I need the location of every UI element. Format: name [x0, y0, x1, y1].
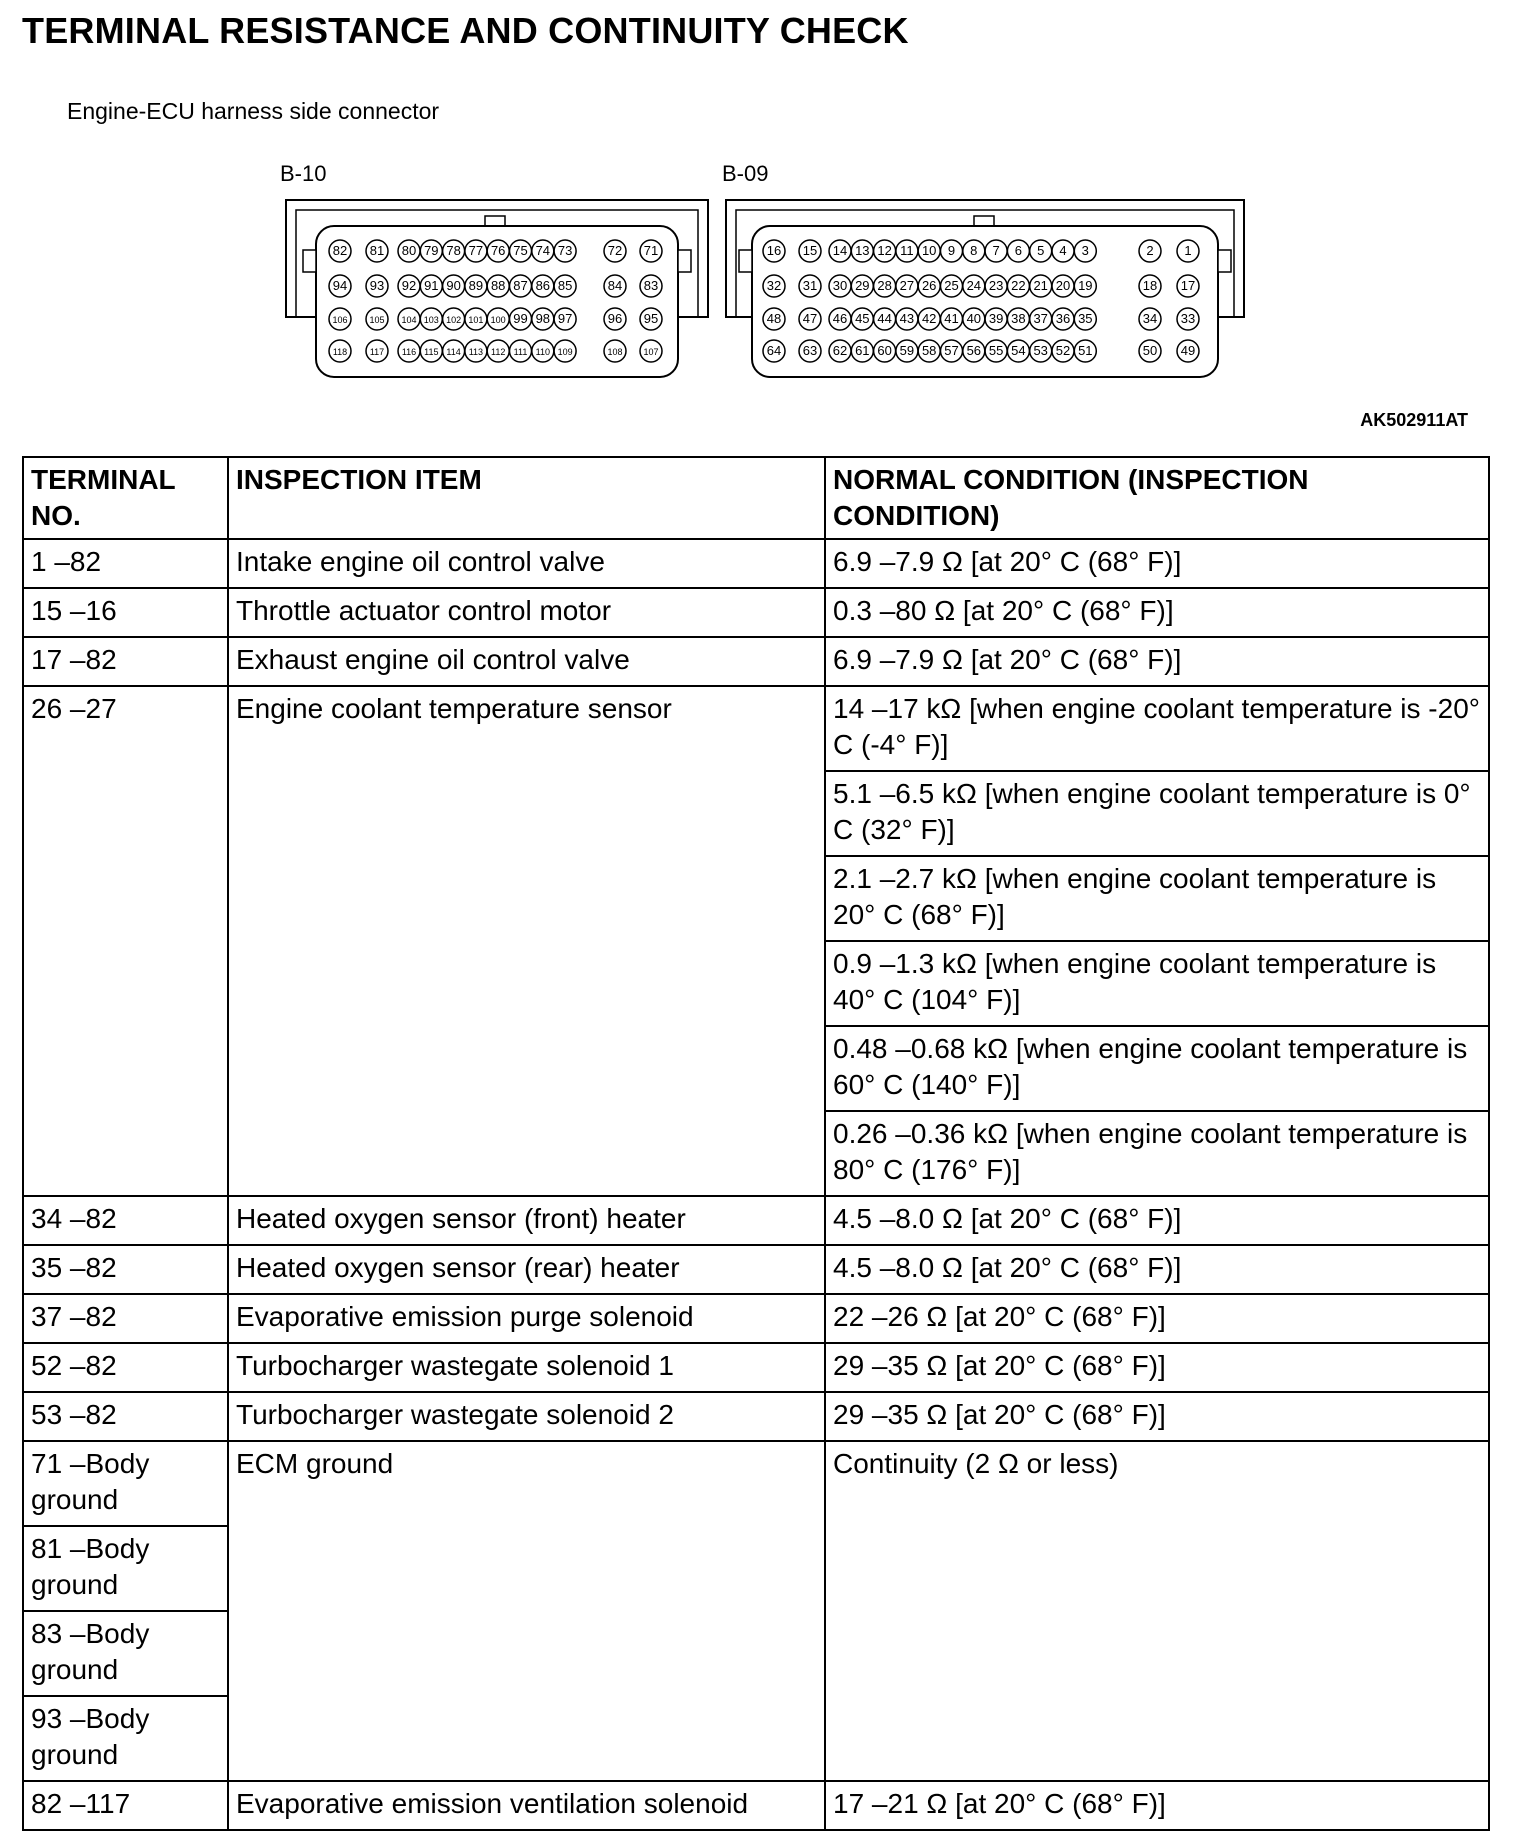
condition-cell: 22 –26 Ω [at 20° C (68° F)]	[825, 1294, 1489, 1343]
item-cell: Evaporative emission ventilation solenoid	[228, 1781, 825, 1830]
terminal-cell: 26 –27	[23, 686, 228, 1196]
condition-cell: 14 –17 kΩ [when engine coolant temperature is -20° C (-4° F)]	[825, 686, 1489, 771]
pin-label: 17	[1180, 278, 1196, 293]
pin-label: 11	[900, 243, 914, 258]
pin-label: 43	[899, 311, 915, 326]
pin-label: 53	[1033, 343, 1048, 358]
item-cell: Engine coolant temperature sensor	[228, 686, 825, 1196]
pin-label: 85	[557, 278, 573, 293]
pin-label: 52	[1055, 343, 1071, 358]
pin-label: 103	[423, 315, 439, 325]
pin-label: 36	[1055, 311, 1071, 326]
table-row	[23, 637, 1489, 686]
item-cell: Exhaust engine oil control valve	[228, 637, 825, 686]
item-cell: Intake engine oil control valve	[228, 539, 825, 588]
pin-label: 96	[607, 311, 623, 326]
item-cell: Evaporative emission purge solenoid	[228, 1294, 825, 1343]
pin-label: 106	[332, 315, 348, 325]
pin-label: 14	[832, 243, 848, 258]
header-normal-condition: NORMAL CONDITION (INSPECTION CONDITION)	[825, 457, 1489, 539]
pin-label: 99	[513, 311, 528, 326]
item-cell: Heated oxygen sensor (front) heater	[228, 1196, 825, 1245]
table-row	[23, 1294, 1489, 1343]
pin-label: 108	[607, 347, 623, 357]
pin-label: 37	[1033, 311, 1048, 326]
pin-label: 74	[535, 243, 551, 258]
pin-label: 55	[988, 343, 1004, 358]
pin-label: 54	[1011, 343, 1026, 358]
pin-label: 98	[535, 311, 551, 326]
pin-label: 51	[1078, 343, 1093, 358]
pin-label: 12	[877, 243, 892, 258]
terminal-cell: 37 –82	[23, 1294, 228, 1343]
connector-diagram	[0, 150, 1520, 450]
pin-label: 29	[855, 278, 870, 293]
terminal-cell: 52 –82	[23, 1343, 228, 1392]
pin-label: 72	[607, 243, 623, 258]
terminal-cell: 81 –Body ground	[23, 1526, 228, 1611]
pin-label: 24	[966, 278, 982, 293]
pin-label: 83	[643, 278, 659, 293]
terminal-cell: 83 –Body ground	[23, 1611, 228, 1696]
pin-label: 44	[877, 311, 892, 326]
pin-label: 111	[513, 347, 528, 357]
pin-label: 63	[802, 343, 818, 358]
pin-label: 13	[855, 243, 870, 258]
pin-label: 2	[1146, 243, 1154, 258]
pin-label: 18	[1142, 278, 1158, 293]
pin-label: 28	[877, 278, 892, 293]
terminal-cell: 82 –117	[23, 1781, 228, 1830]
pin-label: 94	[332, 278, 348, 293]
pin-label: 117	[369, 347, 385, 357]
pin-label: 116	[401, 347, 417, 357]
pin-label: 97	[557, 311, 573, 326]
table-row	[23, 1441, 1489, 1526]
pin-label: 90	[446, 278, 461, 293]
condition-cell: 0.48 –0.68 kΩ [when engine coolant temperature is 60° C (140° F)]	[825, 1026, 1489, 1111]
terminal-cell: 71 –Body ground	[23, 1441, 228, 1526]
pin-label: 5	[1037, 243, 1045, 258]
condition-cell: 4.5 –8.0 Ω [at 20° C (68° F)]	[825, 1245, 1489, 1294]
pin-label: 104	[401, 315, 417, 325]
item-cell: Heated oxygen sensor (rear) heater	[228, 1245, 825, 1294]
pin-label: 102	[446, 315, 462, 325]
terminal-cell: 15 –16	[23, 588, 228, 637]
terminal-cell: 17 –82	[23, 637, 228, 686]
pin-label: 64	[766, 343, 782, 358]
table-row	[23, 539, 1489, 588]
pin-label: 10	[921, 243, 937, 258]
pin-label: 88	[490, 278, 506, 293]
pin-label: 45	[855, 311, 870, 326]
pin-label: 75	[513, 243, 528, 258]
pin-label: 33	[1180, 311, 1196, 326]
pin-label: 110	[535, 347, 550, 357]
pin-label: 113	[468, 347, 484, 357]
page-title: TERMINAL RESISTANCE AND CONTINUITY CHECK	[22, 10, 909, 51]
pin-label: 93	[369, 278, 385, 293]
pin-label: 22	[1011, 278, 1026, 293]
pin-label: 34	[1142, 311, 1158, 326]
pin-label: 71	[643, 243, 659, 258]
pin-label: 109	[557, 347, 573, 357]
pin-label: 81	[369, 243, 385, 258]
pin-label: 73	[557, 243, 573, 258]
pin-label: 101	[468, 315, 484, 325]
condition-cell: 29 –35 Ω [at 20° C (68° F)]	[825, 1343, 1489, 1392]
condition-cell: 0.26 –0.36 kΩ [when engine coolant temperature is 80° C (176° F)]	[825, 1111, 1489, 1196]
pin-label: 112	[491, 347, 506, 357]
table-row	[23, 1392, 1489, 1441]
pin-label: 86	[535, 278, 551, 293]
terminal-cell: 53 –82	[23, 1392, 228, 1441]
terminal-cell: 93 –Body ground	[23, 1696, 228, 1781]
pin-label: 91	[424, 278, 439, 293]
terminal-cell: 34 –82	[23, 1196, 228, 1245]
table-row	[23, 1196, 1489, 1245]
pin-label: 38	[1011, 311, 1026, 326]
condition-cell: 0.9 –1.3 kΩ [when engine coolant temperature is 40° C (104° F)]	[825, 941, 1489, 1026]
condition-cell: 29 –35 Ω [at 20° C (68° F)]	[825, 1392, 1489, 1441]
pin-label: 35	[1078, 311, 1093, 326]
connector-b10-label: B-10	[280, 161, 327, 186]
table-row	[23, 588, 1489, 637]
condition-cell: 17 –21 Ω [at 20° C (68° F)]	[825, 1781, 1489, 1830]
pin-label: 40	[966, 311, 982, 326]
condition-cell: 6.9 –7.9 Ω [at 20° C (68° F)]	[825, 539, 1489, 588]
pin-label: 15	[802, 243, 818, 258]
pin-label: 84	[607, 278, 623, 293]
pin-label: 60	[877, 343, 892, 358]
pin-label: 27	[899, 278, 915, 293]
pin-label: 80	[401, 243, 417, 258]
pin-label: 25	[944, 278, 959, 293]
pin-label: 107	[643, 347, 659, 357]
connector-b09-label: B-09	[722, 161, 769, 186]
pin-label: 95	[643, 311, 659, 326]
pin-label: 23	[988, 278, 1004, 293]
pin-label: 79	[424, 243, 439, 258]
pin-label: 32	[766, 278, 782, 293]
condition-cell: Continuity (2 Ω or less)	[825, 1441, 1489, 1781]
pin-label: 115	[424, 347, 439, 357]
connector-b10	[280, 161, 708, 377]
pin-label: 58	[921, 343, 937, 358]
pin-label: 61	[855, 343, 870, 358]
spec-table	[22, 456, 1490, 1831]
connector-b09	[722, 161, 1244, 377]
pin-label: 76	[490, 243, 506, 258]
pin-label: 9	[947, 243, 956, 258]
condition-cell: 0.3 –80 Ω [at 20° C (68° F)]	[825, 588, 1489, 637]
pin-label: 62	[832, 343, 848, 358]
condition-cell: 2.1 –2.7 kΩ [when engine coolant temperature is 20° C (68° F)]	[825, 856, 1489, 941]
pin-label: 19	[1078, 278, 1093, 293]
pin-label: 26	[921, 278, 937, 293]
pin-label: 82	[332, 243, 348, 258]
item-cell: Turbocharger wastegate solenoid 2	[228, 1392, 825, 1441]
pin-label: 3	[1081, 243, 1089, 258]
pin-label: 87	[513, 278, 528, 293]
connector-caption: Engine-ECU harness side connector	[67, 98, 440, 124]
pin-label: 50	[1142, 343, 1158, 358]
condition-cell: 4.5 –8.0 Ω [at 20° C (68° F)]	[825, 1196, 1489, 1245]
pin-label: 118	[332, 347, 348, 357]
header-inspection-item: INSPECTION ITEM	[228, 457, 825, 539]
pin-label: 41	[944, 311, 959, 326]
terminal-cell: 1 –82	[23, 539, 228, 588]
pin-label: 1	[1184, 243, 1192, 258]
pin-label: 56	[966, 343, 982, 358]
header-terminal-no: TERMINAL NO.	[23, 457, 228, 539]
pin-label: 31	[802, 278, 818, 293]
pin-label: 47	[802, 311, 818, 326]
pin-label: 39	[988, 311, 1004, 326]
condition-cell: 5.1 –6.5 kΩ [when engine coolant temperature is 0° C (32° F)]	[825, 771, 1489, 856]
terminal-cell: 35 –82	[23, 1245, 228, 1294]
table-row	[23, 1781, 1489, 1830]
pin-label: 4	[1059, 243, 1067, 258]
pin-label: 6	[1014, 243, 1023, 258]
table-row	[23, 1343, 1489, 1392]
pin-label: 42	[921, 311, 937, 326]
item-cell: ECM ground	[228, 1441, 825, 1781]
pin-label: 92	[401, 278, 417, 293]
condition-cell: 6.9 –7.9 Ω [at 20° C (68° F)]	[825, 637, 1489, 686]
table-row	[23, 1245, 1489, 1294]
pin-label: 59	[899, 343, 915, 358]
table-row	[23, 686, 1489, 771]
figure-id: AK502911AT	[1360, 410, 1468, 430]
pin-label: 30	[832, 278, 848, 293]
pin-label: 7	[992, 243, 1000, 258]
pin-label: 57	[944, 343, 959, 358]
pin-label: 78	[446, 243, 461, 258]
pin-label: 89	[468, 278, 484, 293]
pin-label: 20	[1055, 278, 1071, 293]
pin-label: 49	[1180, 343, 1196, 358]
pin-label: 114	[446, 347, 461, 357]
pin-label: 77	[468, 243, 484, 258]
pin-label: 8	[970, 243, 978, 258]
pin-label: 100	[490, 315, 506, 325]
pin-label: 46	[832, 311, 848, 326]
pin-label: 48	[766, 311, 782, 326]
pin-label: 21	[1033, 278, 1048, 293]
pin-label: 16	[766, 243, 782, 258]
pin-label: 105	[369, 315, 385, 325]
item-cell: Throttle actuator control motor	[228, 588, 825, 637]
item-cell: Turbocharger wastegate solenoid 1	[228, 1343, 825, 1392]
